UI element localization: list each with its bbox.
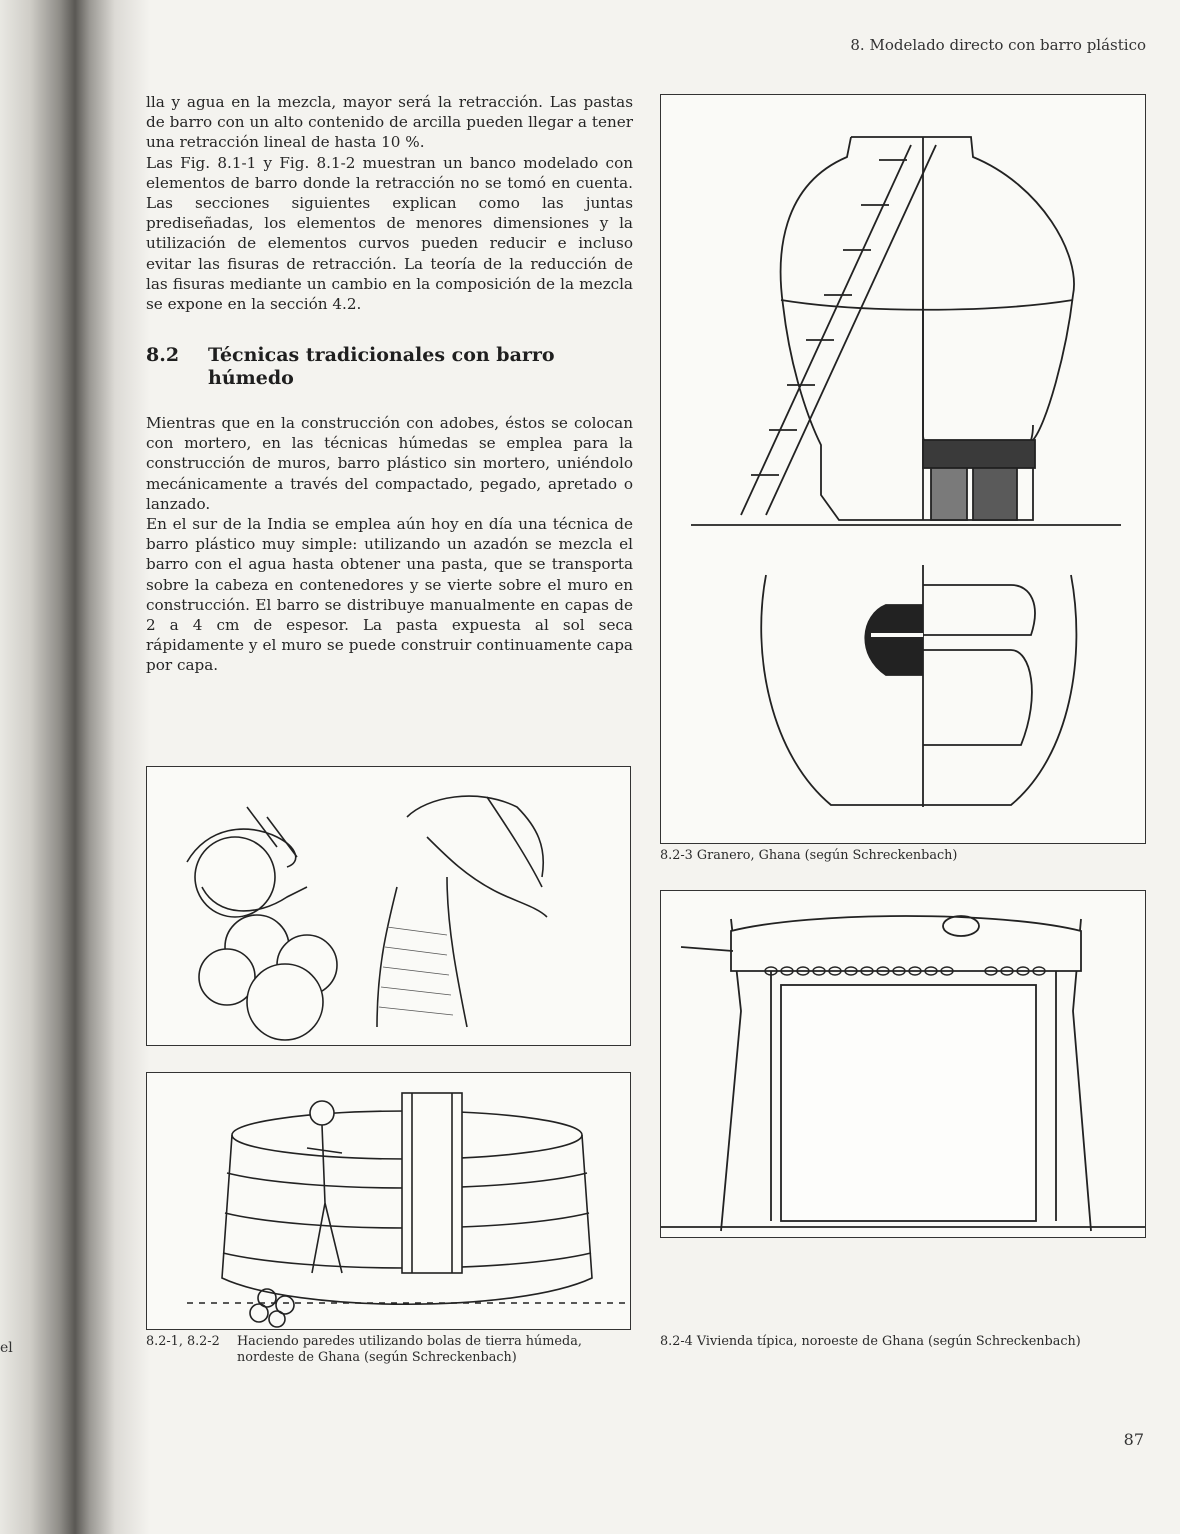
caption-fig-8-2-1-text <box>237 1334 637 1366</box>
house-illustration <box>661 891 1145 1237</box>
section-number: 8.2 <box>146 344 180 366</box>
intro-text <box>146 92 633 314</box>
caption-fig-8-2-1 <box>146 1334 636 1370</box>
intro-paragraph-2: Las Fig. 8.1-1 y Fig. 8.1-2 muestran un banco modelado con elementos de barro donde la retracción no se tomó en cuenta. Las secciones siguientes explican como las juntas prediseñadas, los elementos de menores dimensiones y la utilización de elementos curvos pueden reducir e incluso evitar las fisuras de retracción. La teoría de la reducción de las fisuras mediante un cambio en la composición de la mezcla se expone en la sección 4.2. <box>146 153 633 314</box>
intro-paragraph-1: lla y agua en la mezcla, mayor será la retracción. Las pastas de barro con un alto contenido de arcilla pueden llegar a tener una retracción lineal de hasta 10 %. <box>146 93 633 152</box>
mud-balls-illustration <box>147 767 630 1045</box>
caption-fig-8-2-3: 8.2-3 Granero, Ghana (según Schreckenbach) <box>660 848 958 863</box>
figure-mud-balls <box>146 766 631 1046</box>
section-title: Técnicas tradicionales con barro húmedo <box>208 344 555 389</box>
caption-fig-8-2-1-label: 8.2-1, 8.2-2 <box>146 1334 220 1349</box>
binding-shadow <box>0 0 150 1534</box>
section-paragraph-2: En el sur de la India se emplea aún hoy en día una técnica de barro plástico muy simple: utilizando un azadón se mezcla el barro con el agua hasta obtener una pasta, que se transporta sobre la cabeza en contenedores y se vierte sobre el muro en construcción. El barro se distribuye manualmente en capas de 2 a 4 cm de espesor. La pasta expuesta al sol seca rápidamente y el muro se puede construir continuamente capa por capa. <box>146 515 633 675</box>
round-wall-illustration <box>147 1073 630 1329</box>
page-number: 87 <box>1123 1430 1144 1449</box>
figure-house <box>660 890 1146 1238</box>
caption-fig-8-2-1-line-2: nordeste de Ghana (según Schreckenbach) <box>237 1350 517 1365</box>
figure-granary <box>660 94 1146 844</box>
edge-text-fragment: el <box>0 1340 13 1356</box>
section-text <box>146 413 633 676</box>
caption-fig-8-2-4: 8.2-4 Vivienda típica, noroeste de Ghana (según Schreckenbach) <box>660 1334 1081 1349</box>
granary-illustration <box>661 95 1145 843</box>
section-paragraph-1: Mientras que en la construcción con adobes, éstos se colocan con mortero, en las técnicas húmedas se emplea para la construcción de muros, barro plástico sin mortero, uniéndolo mecánicamente a través del compactado, pegado, apretado o lanzado. <box>146 414 633 513</box>
caption-fig-8-2-1-line-1: Haciendo paredes utilizando bolas de tierra húmeda, <box>237 1334 582 1349</box>
figure-round-wall <box>146 1072 631 1330</box>
running-head: 8. Modelado directo con barro plástico <box>850 36 1146 54</box>
